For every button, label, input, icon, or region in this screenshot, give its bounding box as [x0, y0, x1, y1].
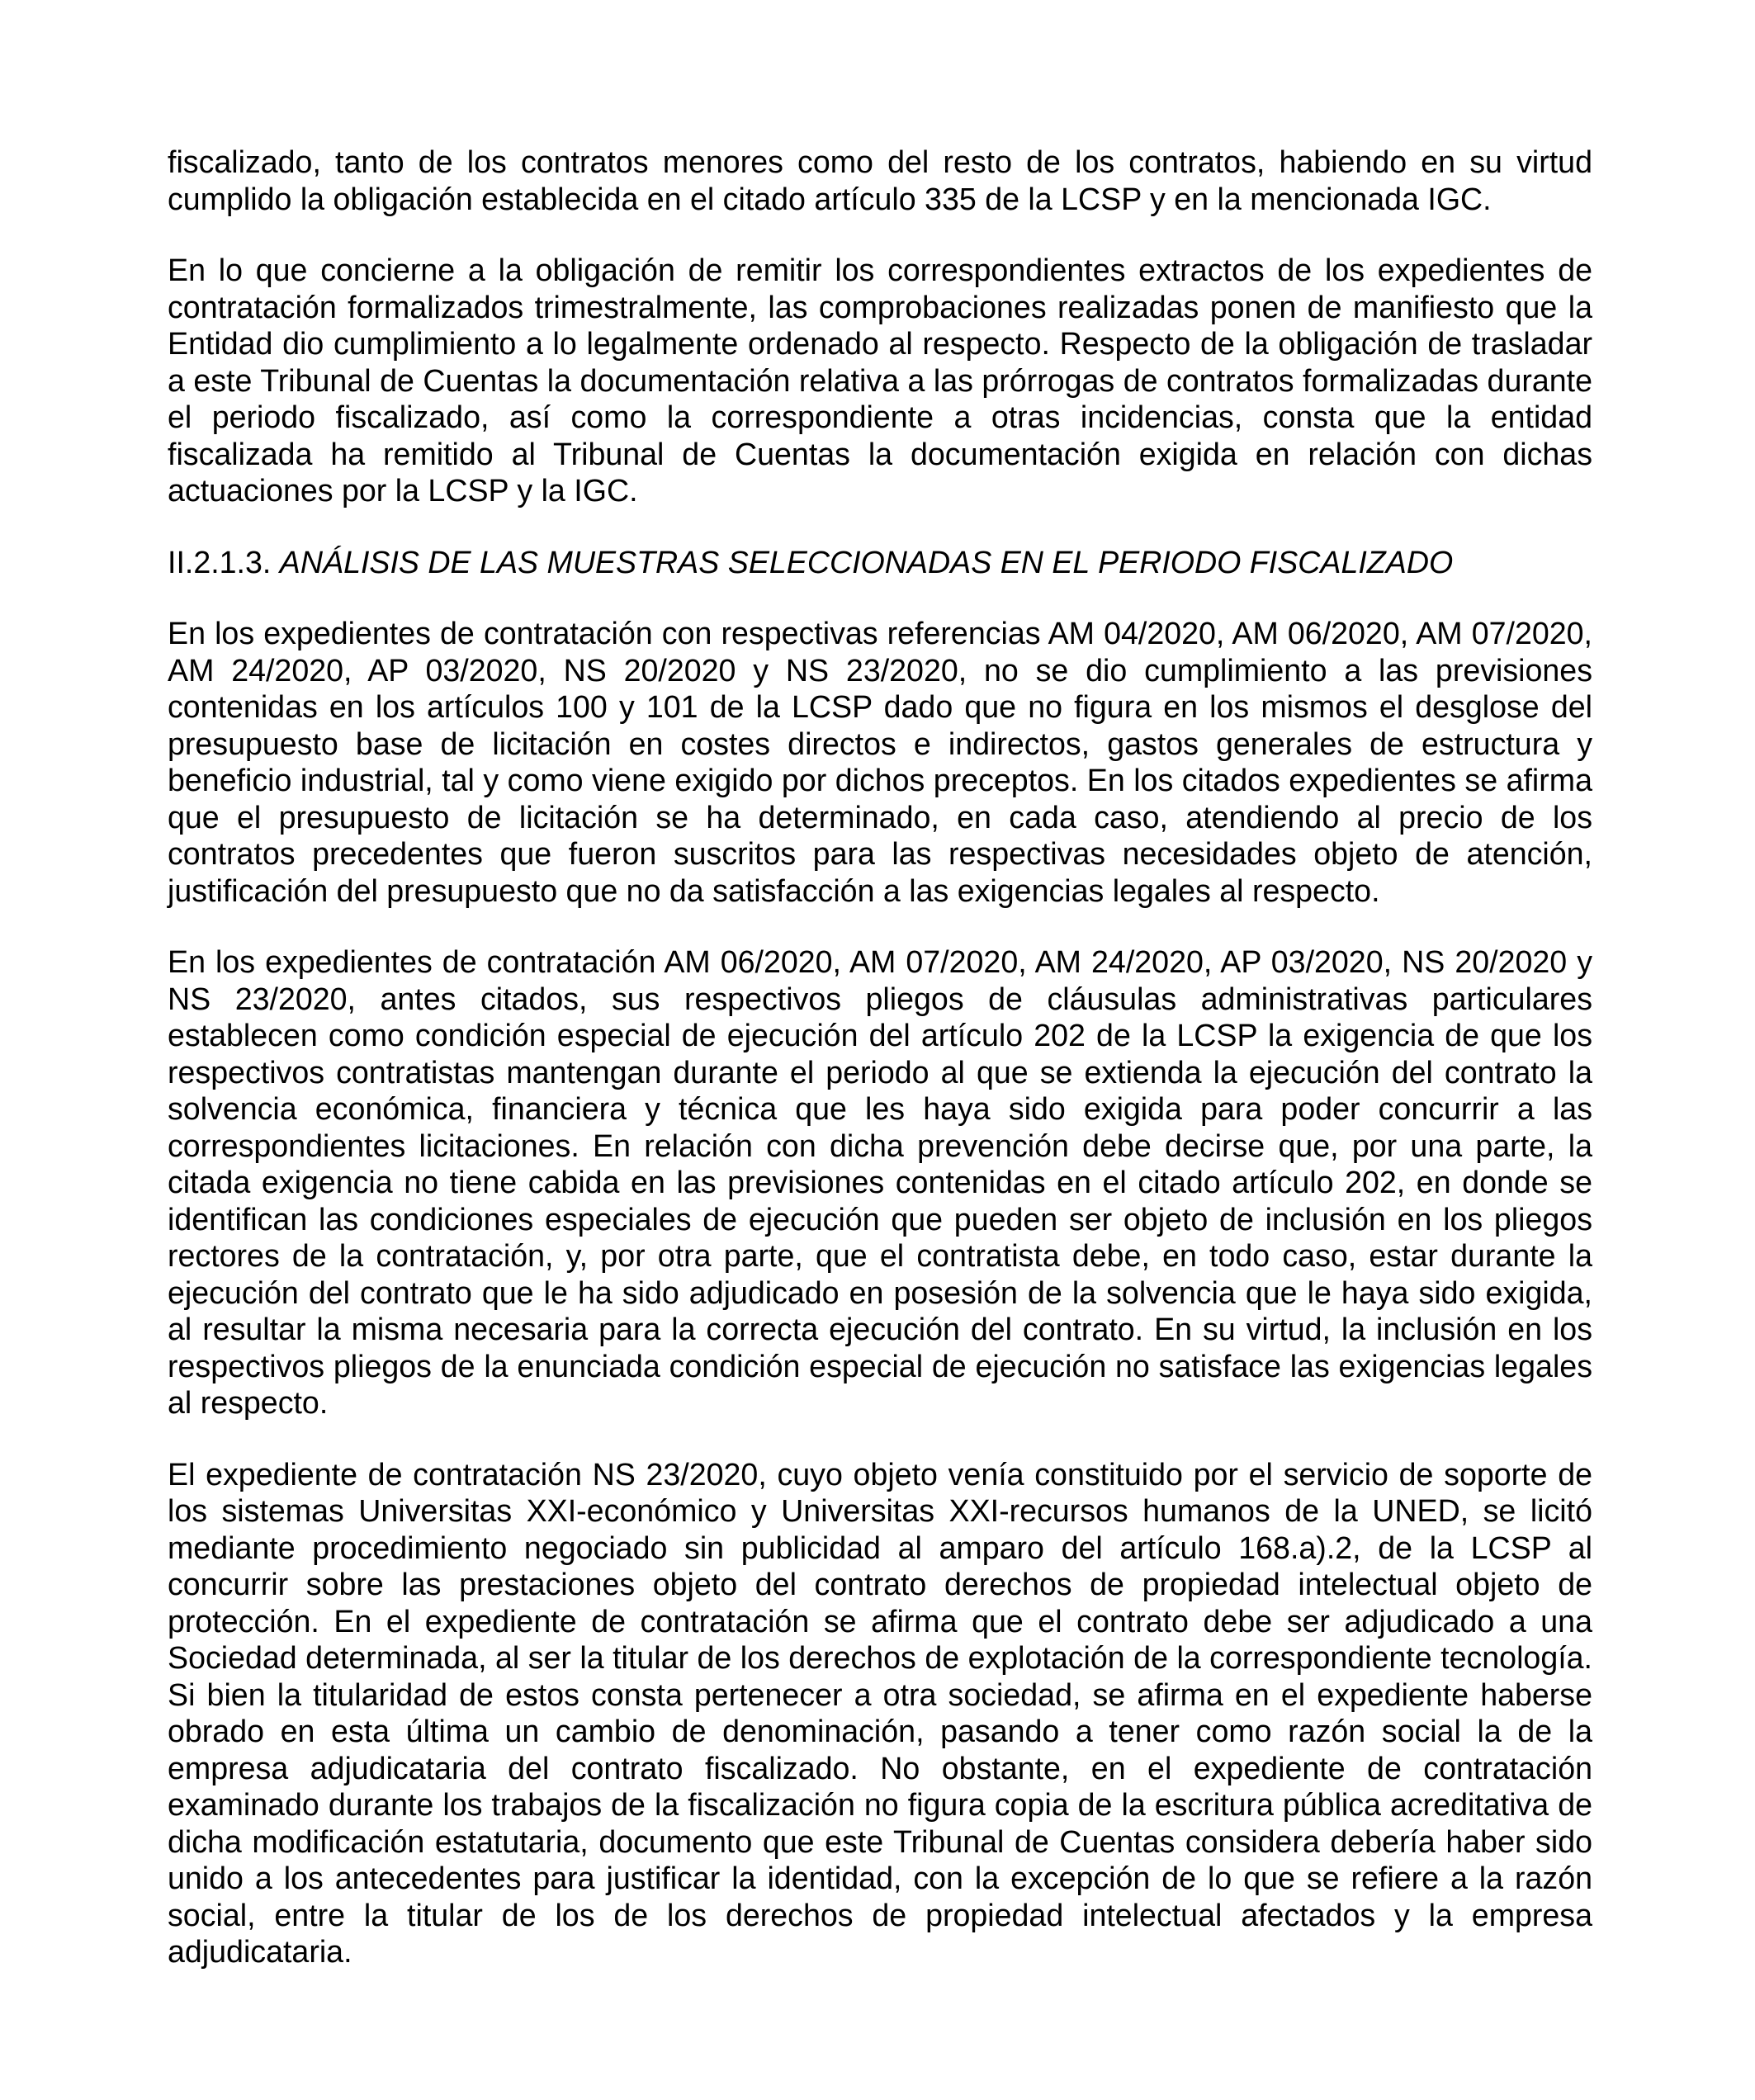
paragraph-intro-continuation: fiscalizado, tanto de los contratos menores como del resto de los contratos, habiendo en su virtud cumplido la obligación establecida en el citado artículo 335 de la LCSP y en la mencionada IGC. — [168, 144, 1592, 216]
paragraph-budget-breakdown: En los expedientes de contratación con respectivas referencias AM 04/2020, AM 06/2020, AM 07/2020, AM 24/2020, AP 03/2020, NS 20/2020 y NS 23/2020, no se dio cumplimiento a las previsiones contenidas en los artículos 100 y 101 de la LCSP dado que no figura en los mismos el desglose del presupuesto base de licitación en costes directos e indirectos, gastos generales de estructura y beneficio industrial, tal y como viene exigido por dichos preceptos. En los citados expedientes se afirma que el presupuesto de licitación se ha determinado, en cada caso, atendiendo al precio de los contratos precedentes que fueron suscritos para las respectivas necesidades objeto de atención, justificación del presupuesto que no da satisfacción a las exigencias legales al respecto. — [168, 616, 1592, 908]
paragraph-extracts-obligation: En lo que concierne a la obligación de remitir los correspondientes extractos de los expedientes de contratación formalizados trimestralmente, las comprobaciones realizadas ponen de manifiesto que la Entidad dio cumplimiento a lo legalmente ordenado al respecto. Respecto de la obligación de trasladar a este Tribunal de Cuentas la documentación relativa a las prórrogas de contratos formalizadas durante el periodo fiscalizado, así como la correspondiente a otras incidencias, consta que la entidad fiscalizada ha remitido al Tribunal de Cuentas la documentación exigida en relación con dichas actuaciones por la LCSP y la IGC. — [168, 253, 1592, 508]
paragraph-special-conditions: En los expedientes de contratación AM 06/2020, AM 07/2020, AM 24/2020, AP 03/2020, NS 20/2020 y NS 23/2020, antes citados, sus respectivos pliegos de cláusulas administrativas particulares establecen como condición especial de ejecución del artículo 202 de la LCSP la exigencia de que los respectivos contratistas mantengan durante el periodo al que se extienda la ejecución del contrato la solvencia económica, financiera y técnica que les haya sido exigida para poder concurrir a las correspondientes licitaciones. En relación con dicha prevención debe decirse que, por una parte, la citada exigencia no tiene cabida en las previsiones contenidas en el citado artículo 202, en donde se identifican las condiciones especiales de ejecución que pueden ser objeto de inclusión en los pliegos rectores de la contratación, y, por otra parte, que el contratista debe, en todo caso, estar durante la ejecución del contrato que le ha sido adjudicado en posesión de la solvencia que le haya sido exigida, al resultar la misma necesaria para la correcta ejecución del contrato. En su virtud, la inclusión en los respectivos pliegos de la enunciada condición especial de ejecución no satisface las exigencias legales al respecto. — [168, 944, 1592, 1420]
section-heading — [168, 544, 1592, 581]
paragraph-negotiated-procedure: El expediente de contratación NS 23/2020, cuyo objeto venía constituido por el servicio de soporte de los sistemas Universitas XXI-económico y Universitas XXI-recursos humanos de la UNED, se licitó mediante procedimiento negociado sin publicidad al amparo del artículo 168.a).2, de la LCSP al concurrir sobre las prestaciones objeto del contrato derechos de propiedad intelectual objeto de protección. En el expediente de contratación se afirma que el contrato debe ser adjudicado a una Sociedad determinada, al ser la titular de los derechos de explotación de la correspondiente tecnología. Si bien la titularidad de estos consta pertenecer a otra sociedad, se afirma en el expediente haberse obrado en esta última un cambio de denominación, pasando a tener como razón social la de la empresa adjudicataria del contrato fiscalizado. No obstante, en el expediente de contratación examinado durante los trabajos de la fiscalización no figura copia de la escritura pública acreditativa de dicha modificación estatutaria, documento que este Tribunal de Cuentas considera debería haber sido unido a los antecedentes para justificar la identidad, con la excepción de lo que se refiere a la razón social, entre la titular de los de los derechos de propiedad intelectual afectados y la empresa adjudicataria. — [168, 1456, 1592, 1969]
section-number: II.2.1.3. — [168, 544, 272, 579]
section-title: ANÁLISIS DE LAS MUESTRAS SELECCIONADAS EN EL PERIODO FISCALIZADO — [279, 544, 1454, 579]
document-page — [168, 144, 1592, 2005]
